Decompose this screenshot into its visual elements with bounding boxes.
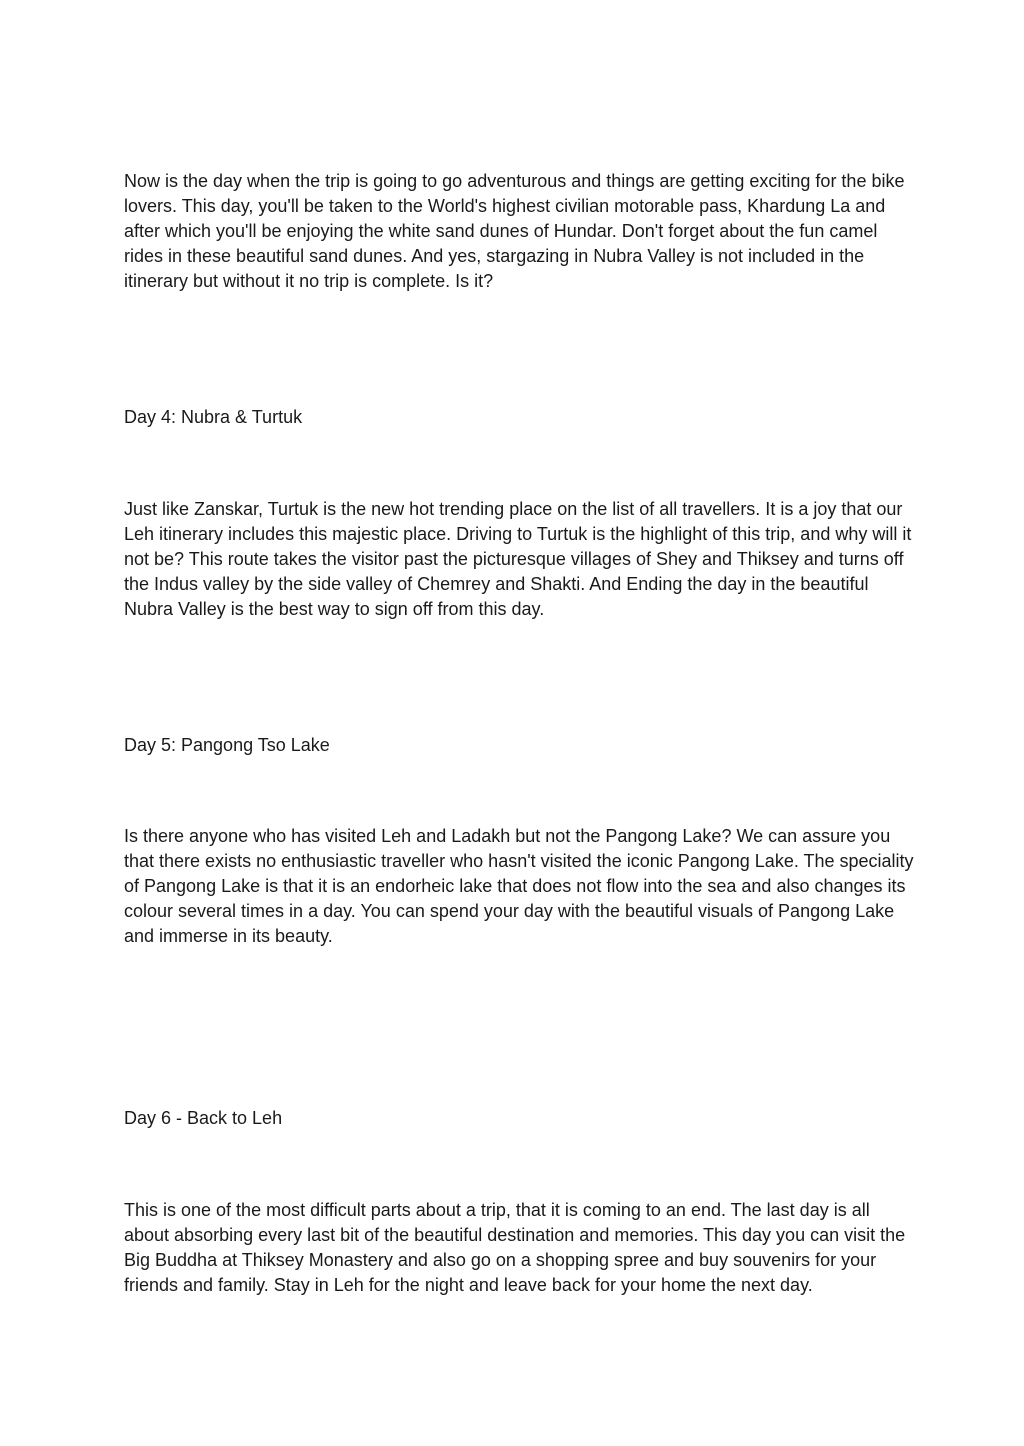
- day-4-heading: Day 4: Nubra & Turtuk: [124, 407, 303, 427]
- intro-paragraph: Now is the day when the trip is going to go adventurous and things are getting exciting for the bike lovers. This day, you'll be taken to the World's highest civilian motorable pass, Khardung La and after which you'll be enjoying the white sand dunes of Hundar. Don't forget about the fun camel rides in these beautiful sand dunes. And yes, stargazing in Nubra Valley is not included in the itinerary but without it no trip is complete. Is it?: [124, 171, 905, 291]
- day-5-heading: Day 5: Pangong Tso Lake: [124, 735, 330, 755]
- day-4-paragraph: Just like Zanskar, Turtuk is the new hot trending place on the list of all travellers. It is a joy that our Leh itinerary includes this majestic place. Driving to Turtuk is the highlight of this trip, and why will it not be? This route takes the visitor past the picturesque villages of Shey and Thiksey and turns off the Indus valley by the side valley of Chemrey and Shakti. And Ending the day in the beautiful Nubra Valley is the best way to sign off from this day.: [124, 499, 912, 619]
- day-5-paragraph: Is there anyone who has visited Leh and Ladakh but not the Pangong Lake? We can assure you that there exists no enthusiastic traveller who hasn't visited the iconic Pangong Lake. The speciality of Pangong Lake is that it is an endorheic lake that does not flow into the sea and also changes its colour several times in a day. You can spend your day with the beautiful visuals of Pangong Lake and immerse in its beauty.: [124, 826, 914, 946]
- day-6-heading: Day 6 - Back to Leh: [124, 1108, 283, 1128]
- day-6-paragraph: This is one of the most difficult parts about a trip, that it is coming to an end. The last day is all about absorbing every last bit of the beautiful destination and memories. This day you can visit the Big Buddha at Thiksey Monastery and also go on a shopping spree and buy souvenirs for your friends and family. Stay in Leh for the night and leave back for your home the next day.: [124, 1200, 906, 1295]
